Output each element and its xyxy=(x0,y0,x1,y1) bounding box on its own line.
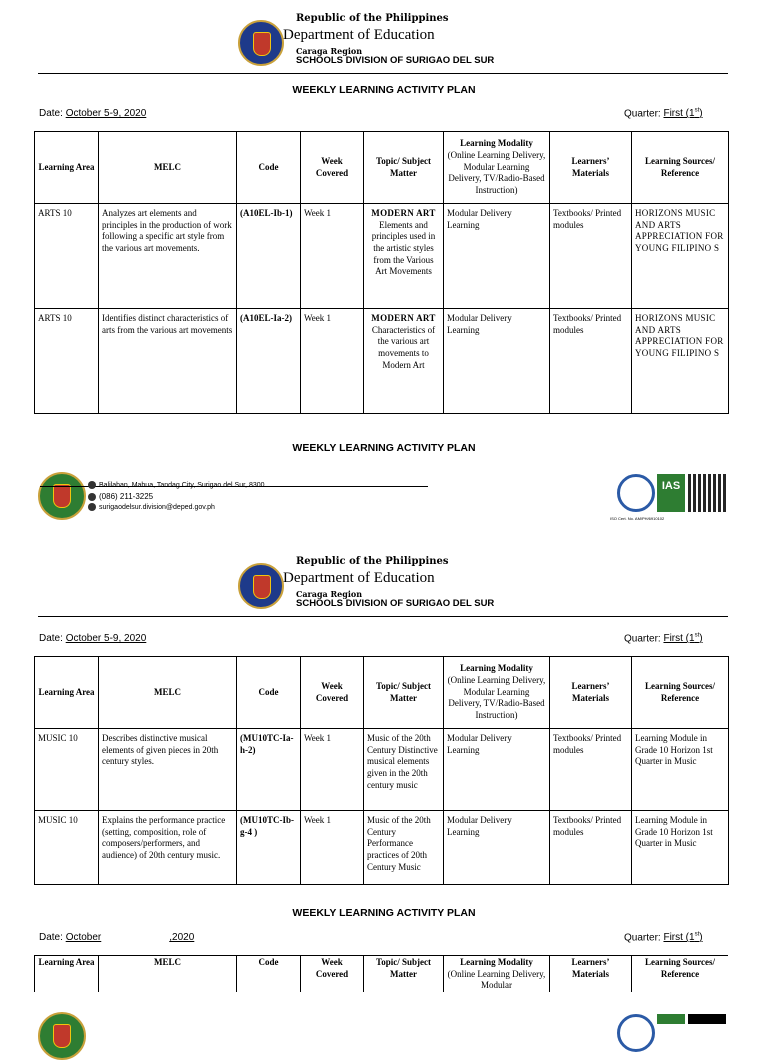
date-line: Date: October 5-9, 2020 xyxy=(39,633,147,644)
cell-modality: Modular Delivery Learning xyxy=(444,811,550,885)
email-line: surigaodelsur.division@deped.gov.ph xyxy=(88,503,215,511)
table-row xyxy=(35,309,729,414)
email-icon xyxy=(88,503,96,511)
quarter-label: Quarter: xyxy=(624,108,661,120)
region-text: Caraga Region xyxy=(296,589,363,599)
deped-seal-logo xyxy=(238,20,284,66)
cell-topic: Music of the 20th Century Performance practices of 20th Century Music xyxy=(364,811,444,885)
col-materials: Learners’ Materials xyxy=(550,132,632,204)
cert-logo-icon xyxy=(617,1014,655,1052)
cell-melc: Identifies distinct characteristics of arts from the various art movements xyxy=(99,309,237,414)
cert-logo-icon xyxy=(617,474,655,512)
quarter-line xyxy=(624,108,703,119)
deped-seal-logo xyxy=(238,563,284,609)
cert-number: ISO Cert. No. AM/PH/6910102 xyxy=(610,516,665,521)
table-row xyxy=(35,204,729,309)
col-modality: Learning Modality (Online Learning Delivery, Modular Learning Delivery, TV/Radio-Based Instruction) xyxy=(444,657,550,729)
table-header-row: Learning Area MELC Code Week Covered Topic/ Subject Matter Learning Modality (Online Learning Delivery, Modular Learners’ Materials Learning Sources/ Reference xyxy=(35,956,729,993)
cell-week: Week 1 xyxy=(301,729,364,811)
date-label: Date: xyxy=(39,108,63,119)
col-learning-area: Learning Area xyxy=(35,132,99,204)
cell-modality: Modular Delivery Learning xyxy=(444,729,550,811)
cell-code: (MU10TC-Ia-h-2) xyxy=(237,729,301,811)
department-title: Department of Education xyxy=(283,27,435,43)
header-rule xyxy=(38,616,728,617)
cell-modality: Modular Delivery Learning xyxy=(444,309,550,414)
cell-area: MUSIC 10 xyxy=(35,811,99,885)
ias-badge: IAS xyxy=(657,474,685,512)
arts-plan-table xyxy=(34,131,729,414)
qr-code-icon xyxy=(688,474,726,512)
page3-table-clip xyxy=(34,955,728,992)
cell-materials: Textbooks/ Printed modules xyxy=(550,729,632,811)
cell-area: MUSIC 10 xyxy=(35,729,99,811)
qr-code-icon xyxy=(688,1014,726,1024)
division-seal-logo xyxy=(38,472,86,520)
cell-melc: Explains the performance practice (setting, composition, role of composers/performers, and audience) of 20th century music. xyxy=(99,811,237,885)
cell-melc: Analyzes art elements and principles in the production of work following a specific art style from the various art movements. xyxy=(99,204,237,309)
republic-text: Republic of the Philippines xyxy=(296,13,449,24)
date-line xyxy=(39,108,146,119)
col-sources: Learning Sources/ Reference xyxy=(632,132,729,204)
col-modality: Learning Modality (Online Learning Delivery, Modular Learning Delivery, TV/Radio-Based Instruction) xyxy=(444,132,550,204)
cell-materials: Textbooks/ Printed modules xyxy=(550,811,632,885)
region-text: Caraga Region xyxy=(296,46,363,56)
date-line: Date: October ,2020 xyxy=(39,932,195,943)
table-header-row xyxy=(35,657,729,729)
cell-sources: HORIZONS MUSIC AND ARTS APPRECIATION FOR YOUNG FILIPINO S xyxy=(632,204,729,309)
location-icon xyxy=(88,481,96,489)
cell-week: Week 1 xyxy=(301,811,364,885)
ias-badge-partial xyxy=(657,1014,685,1024)
music-plan-table xyxy=(34,656,729,885)
cell-topic: MODERN ART Characteristics of the various art movements to Modern Art xyxy=(364,309,444,414)
cell-sources: HORIZONS MUSIC AND ARTS APPRECIATION FOR YOUNG FILIPINO S xyxy=(632,309,729,414)
col-week: Week Covered xyxy=(301,132,364,204)
table-row xyxy=(35,811,729,885)
phone-line: (086) 211-3225 xyxy=(88,492,153,501)
division-text: SCHOOLS DIVISION OF SURIGAO DEL SUR xyxy=(296,598,495,609)
col-topic: Topic/ Subject Matter xyxy=(364,657,444,729)
table-header-row xyxy=(35,132,729,204)
cell-week: Week 1 xyxy=(301,309,364,414)
col-sources: Learning Sources/ Reference xyxy=(632,657,729,729)
table-row xyxy=(35,729,729,811)
col-week: Week Covered xyxy=(301,657,364,729)
plan-title: WEEKLY LEARNING ACTIVITY PLAN xyxy=(292,84,476,96)
cell-topic: Music of the 20th Century Distinctive musical elements given in the 20th century music xyxy=(364,729,444,811)
plan-title-repeat: WEEKLY LEARNING ACTIVITY PLAN xyxy=(292,907,476,919)
col-materials: Learners’ Materials xyxy=(550,657,632,729)
col-code: Code xyxy=(237,132,301,204)
phone-icon xyxy=(88,493,96,501)
division-text: SCHOOLS DIVISION OF SURIGAO DEL SUR xyxy=(296,55,495,66)
cell-materials: Textbooks/ Printed modules xyxy=(550,309,632,414)
quarter-line: Quarter: First (1st) xyxy=(624,633,703,645)
department-title: Department of Education xyxy=(283,570,435,586)
quarter-value: First (1st) xyxy=(663,108,703,120)
address-line: Balilahan, Mabua, Tandag City, Surigao del Sur, 8300 xyxy=(88,481,265,489)
cell-melc: Describes distinctive musical elements of given pieces in 20th century styles. xyxy=(99,729,237,811)
quarter-line: Quarter: First (1st) xyxy=(624,932,703,944)
col-topic: Topic/ Subject Matter xyxy=(364,132,444,204)
cell-area: ARTS 10 xyxy=(35,309,99,414)
page3-plan-table xyxy=(34,955,728,992)
cell-area: ARTS 10 xyxy=(35,204,99,309)
republic-text: Republic of the Philippines xyxy=(296,556,449,567)
division-seal-logo xyxy=(38,1012,86,1060)
cell-code: (A10EL-Ib-1) xyxy=(237,204,301,309)
cell-materials: Textbooks/ Printed modules xyxy=(550,204,632,309)
header-rule xyxy=(38,73,728,74)
col-learning-area: Learning Area xyxy=(35,657,99,729)
cell-topic: MODERN ART Elements and principles used in the artistic styles from the Various Art Movements xyxy=(364,204,444,309)
col-melc: MELC xyxy=(99,657,237,729)
col-code: Code xyxy=(237,657,301,729)
cell-modality: Modular Delivery Learning xyxy=(444,204,550,309)
cell-code: (MU10TC-Ib-g-4 ) xyxy=(237,811,301,885)
cell-sources: Learning Module in Grade 10 Horizon 1st Quarter in Music xyxy=(632,811,729,885)
col-melc: MELC xyxy=(99,132,237,204)
cell-sources: Learning Module in Grade 10 Horizon 1st Quarter in Music xyxy=(632,729,729,811)
plan-title-repeat: WEEKLY LEARNING ACTIVITY PLAN xyxy=(292,442,476,454)
date-value: October 5-9, 2020 xyxy=(65,108,147,119)
cell-code: (A10EL-Ia-2) xyxy=(237,309,301,414)
cell-week: Week 1 xyxy=(301,204,364,309)
